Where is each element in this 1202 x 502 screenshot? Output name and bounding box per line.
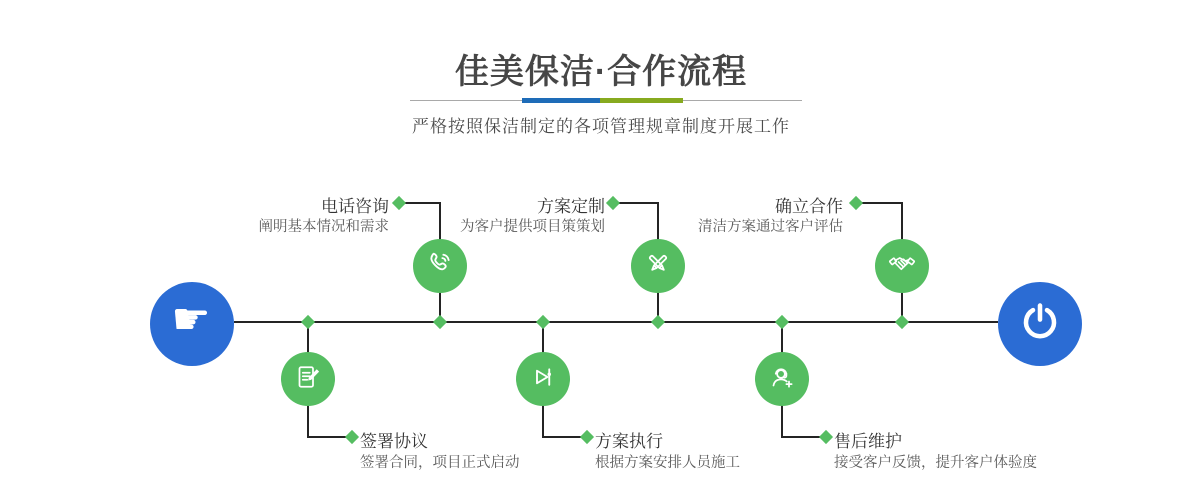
step-title-plan: 方案定制 <box>537 197 605 216</box>
power-icon <box>1019 301 1061 348</box>
page-title: 佳美保洁·合作流程 <box>454 53 748 91</box>
step-desc-execute: 根据方案安排人员施工 <box>595 455 740 471</box>
timeline-diamond <box>536 315 550 329</box>
label-diamond <box>606 196 620 210</box>
label-diamond <box>819 430 833 444</box>
node-confirm <box>875 239 929 293</box>
step-desc-aftersale: 接受客户反馈，提升客户体验度 <box>834 455 1037 471</box>
step-title-phone: 电话咨询 <box>321 197 389 216</box>
timeline-main-line <box>234 321 998 323</box>
label-diamond <box>345 430 359 444</box>
label-diamond <box>849 196 863 210</box>
step-desc-plan: 为客户提供项目策策划 <box>460 219 605 235</box>
pointing-hand-icon: ☛ <box>171 295 211 344</box>
end-node <box>998 282 1082 366</box>
step-title-sign: 签署协议 <box>360 432 428 451</box>
timeline-diamond <box>301 315 315 329</box>
node-execute <box>516 352 570 406</box>
contract-icon <box>293 362 323 397</box>
phone-icon <box>425 249 455 284</box>
play-icon <box>528 362 558 397</box>
headset-add-icon <box>767 362 797 397</box>
timeline-diamond <box>775 315 789 329</box>
step-title-aftersale: 售后维护 <box>834 432 902 451</box>
node-plan <box>631 239 685 293</box>
step-title-execute: 方案执行 <box>595 432 663 451</box>
title-divider-green-segment <box>600 98 683 103</box>
timeline-diamond <box>651 315 665 329</box>
handshake-icon <box>887 249 917 284</box>
node-sign <box>281 352 335 406</box>
page-subtitle: 严格按照保洁制定的各项管理规章制度开展工作 <box>412 117 790 136</box>
crossed-pencils-icon <box>643 249 673 284</box>
timeline-diamond <box>895 315 909 329</box>
title-divider-blue-segment <box>522 98 600 103</box>
step-desc-confirm: 清洁方案通过客户评估 <box>698 219 843 235</box>
step-title-confirm: 确立合作 <box>775 197 843 216</box>
label-diamond <box>392 196 406 210</box>
timeline-diamond <box>433 315 447 329</box>
label-diamond <box>580 430 594 444</box>
step-desc-sign: 签署合同，项目正式启动 <box>360 455 520 471</box>
step-desc-phone: 阐明基本情况和需求 <box>258 219 389 235</box>
start-node <box>150 282 234 366</box>
node-aftersale <box>755 352 809 406</box>
node-phone <box>413 239 467 293</box>
